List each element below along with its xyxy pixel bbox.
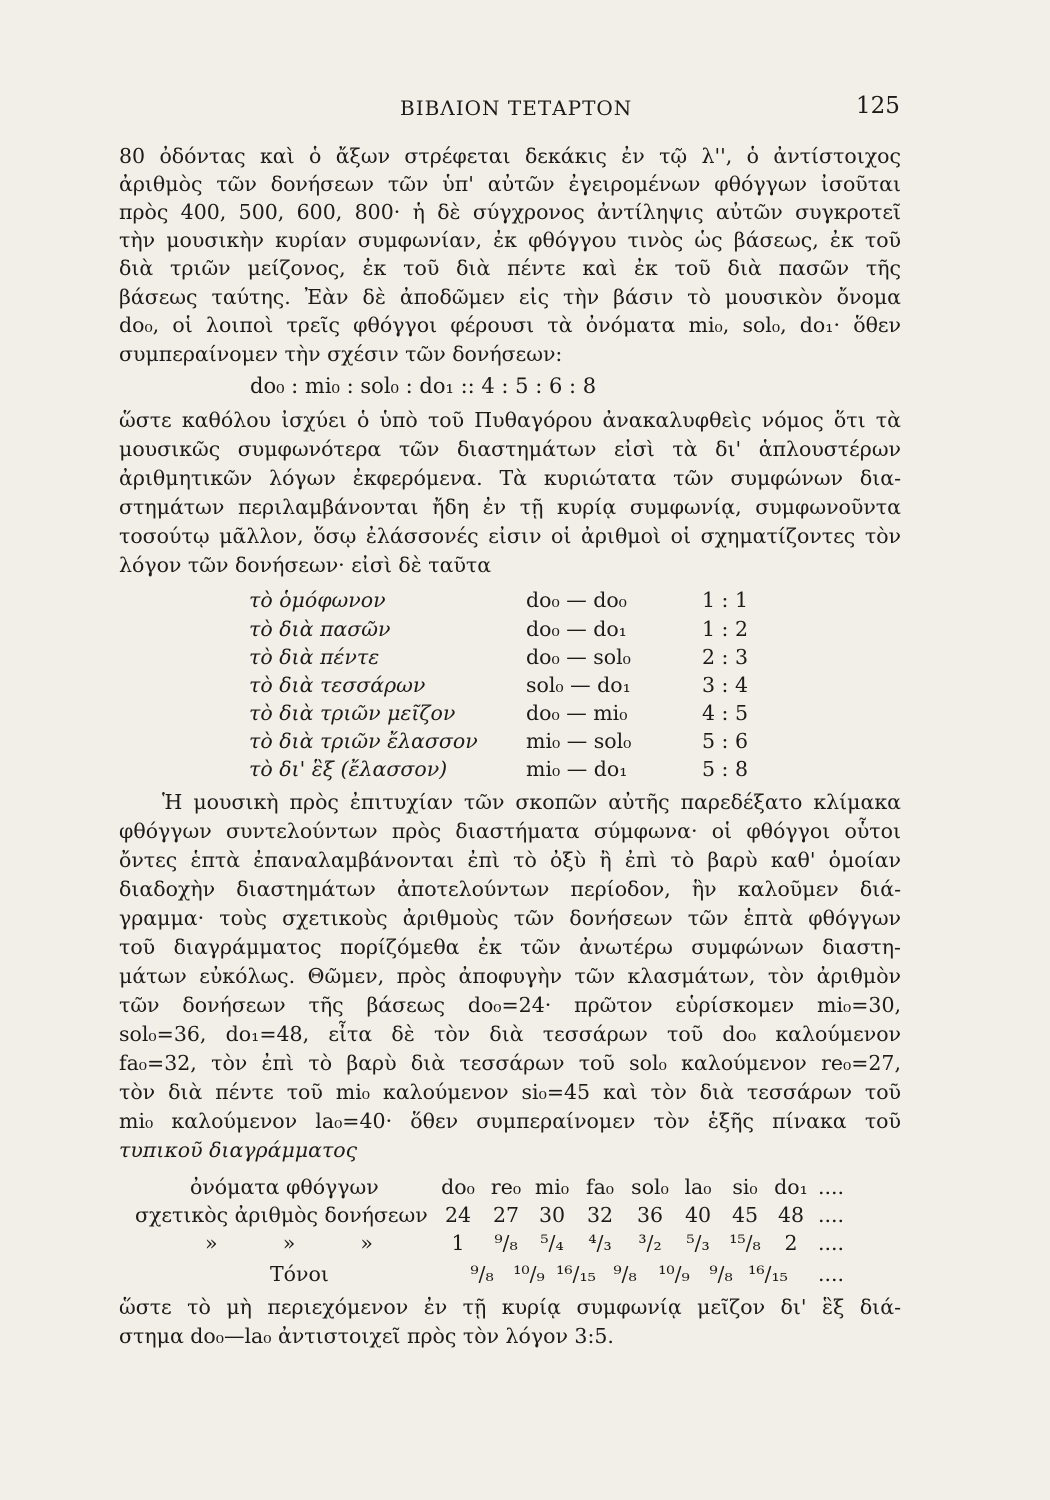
- interval-notes: do₀ — sol₀: [526, 645, 631, 669]
- proportion-formula: do₀ : mi₀ : sol₀ : do₁ :: 4 : 5 : 6 : 8: [250, 374, 597, 398]
- table-cell: re₀: [490, 1175, 522, 1199]
- interval-ratio: 4 : 5: [702, 701, 749, 725]
- page-number: 125: [856, 93, 900, 119]
- text-line: λόγον τῶν δονήσεων· εἰσὶ δὲ ταῦτα: [119, 553, 492, 577]
- interval-notes: mi₀ — do₁: [526, 757, 628, 781]
- table-cell: 40: [684, 1203, 712, 1227]
- table-cell: 45: [731, 1203, 759, 1227]
- row-label: σχετικὸς ἀριθμὸς δονήσεων: [135, 1203, 428, 1227]
- text-line: βάσεως ταύτης. Ἐὰν δὲ ἀποδῶμεν εἰς τὴν βάσιν τὸ μουσικὸν ὄνομα: [119, 285, 901, 309]
- table-cell: 36: [636, 1203, 664, 1227]
- text-line: τὴν μουσικὴν κυρίαν συμφωνίαν, ἐκ φθόγγου τινὸς ὡς βάσεως, ἐκ τοῦ: [119, 228, 901, 252]
- text-line: sol₀=36, do₁=48, εἶτα δὲ τὸν διὰ τεσσάρων τοῦ do₀ καλούμενον: [119, 1022, 901, 1046]
- table-cell: ⁵/₄: [540, 1231, 564, 1255]
- interval-name: τὸ διὰ πέντε: [249, 645, 380, 669]
- interval-notes: do₀ — do₀: [526, 588, 627, 612]
- table-cell: si₀: [732, 1175, 758, 1199]
- text-line: διαδοχὴν διαστημάτων ἀποτελούντων περίοδον, ἣν καλοῦμεν διά-: [119, 877, 901, 901]
- row-label: » » »: [205, 1231, 373, 1255]
- ellipsis: ....: [818, 1262, 845, 1286]
- table-cell: ⁴/₃: [588, 1231, 612, 1255]
- table-cell: mi₀: [534, 1175, 570, 1199]
- text-line: ἀριθμητικῶν λόγων ἐκφερόμενα. Τὰ κυριώτατα τῶν συμφώνων δια-: [119, 466, 901, 490]
- table-cell: ¹⁰/₉: [658, 1262, 690, 1286]
- table-cell: do₀: [441, 1175, 475, 1199]
- text-line: τυπικοῦ διαγράμματος: [119, 1138, 358, 1162]
- table-cell: 2: [784, 1231, 798, 1255]
- running-head: ΒΙΒΛΙΟΝ ΤΕΤΑΡΤΟΝ: [400, 96, 633, 120]
- table-cell: 48: [777, 1203, 805, 1227]
- table-cell: ³/₂: [638, 1231, 662, 1255]
- interval-name: τὸ διὰ τριῶν ἔλασσον: [249, 729, 478, 753]
- text-line: ἀριθμὸς τῶν δονήσεων τῶν ὑπ' αὐτῶν ἐγειρομένων φθόγγων ἰσοῦται: [119, 172, 901, 196]
- ellipsis: ....: [818, 1203, 845, 1227]
- text-line: do₀, οἱ λοιποὶ τρεῖς φθόγγοι φέρουσι τὰ ὀνόματα mi₀, sol₀, do₁· ὅθεν: [119, 313, 901, 337]
- text-line: συμπεραίνομεν τὴν σχέσιν τῶν δονήσεων:: [119, 342, 563, 366]
- text-line: ὄντες ἑπτὰ ἐπαναλαμβάνονται ἐπὶ τὸ ὀξὺ ἢ ἐπὶ τὸ βαρὺ καθ' ὁμοίαν: [119, 848, 901, 872]
- interval-name: τὸ διὰ πασῶν: [249, 617, 391, 641]
- table-cell: do₁: [774, 1175, 808, 1199]
- interval-ratio: 1 : 1: [702, 588, 749, 612]
- table-cell: la₀: [684, 1175, 712, 1199]
- text-line: τὸν διὰ πέντε τοῦ mi₀ καλούμενον si₀=45 καὶ τὸν διὰ τεσσάρων τοῦ: [119, 1080, 901, 1104]
- table-cell: ⁹/₈: [470, 1262, 494, 1286]
- table-cell: 24: [444, 1203, 472, 1227]
- table-cell: ¹⁵/₈: [729, 1231, 761, 1255]
- table-cell: ¹⁰/₉: [513, 1262, 545, 1286]
- interval-name: τὸ δι' ἓξ (ἔλασσον): [249, 757, 448, 781]
- text-line: mi₀ καλούμενον la₀=40· ὅθεν συμπεραίνομεν τὸν ἑξῆς πίνακα τοῦ: [119, 1109, 901, 1133]
- table-cell: ¹⁶/₁₅: [748, 1262, 788, 1286]
- interval-ratio: 5 : 8: [702, 757, 749, 781]
- interval-name: τὸ ὁμόφωνον: [249, 588, 386, 612]
- text-line: Ἡ μουσικὴ πρὸς ἐπιτυχίαν τῶν σκοπῶν αὐτῆς παρεδέξατο κλίμακα: [162, 790, 901, 814]
- interval-name: τὸ διὰ τριῶν μεῖζον: [249, 701, 456, 725]
- text-line: μάτων εὐκόλως. Θῶμεν, πρὸς ἀποφυγὴν τῶν κλασμάτων, τὸν ἀριθμὸν: [119, 964, 901, 988]
- text-line: φθόγγων συντελούντων πρὸς διαστήματα σύμφωνα· οἱ φθόγγοι οὗτοι: [119, 819, 901, 843]
- interval-notes: mi₀ — sol₀: [526, 729, 632, 753]
- text-line: πρὸς 400, 500, 600, 800· ἡ δὲ σύγχρονος ἀντίληψις αὐτῶν συγκροτεῖ: [119, 200, 901, 224]
- table-cell: ⁹/₈: [709, 1262, 733, 1286]
- table-cell: 27: [492, 1203, 520, 1227]
- table-cell: sol₀: [631, 1175, 669, 1199]
- row-label: Τόνοι: [270, 1262, 329, 1286]
- table-cell: 32: [586, 1203, 614, 1227]
- interval-ratio: 3 : 4: [702, 673, 749, 697]
- text-line: τῶν δονήσεων τῆς βάσεως do₀=24· πρῶτον εὑρίσκομεν mi₀=30,: [119, 993, 901, 1017]
- text-line: τοῦ διαγράμματος πορίζόμεθα ἐκ τῶν ἀνωτέρω συμφώνων διαστη-: [119, 935, 901, 959]
- interval-notes: sol₀ — do₁: [526, 673, 631, 697]
- table-cell: ¹⁶/₁₅: [556, 1262, 596, 1286]
- interval-ratio: 1 : 2: [702, 617, 749, 641]
- text-line: ὥστε τὸ μὴ περιεχόμενον ἐν τῇ κυρίᾳ συμφωνίᾳ μεῖζον δι' ἓξ διά-: [119, 1295, 901, 1319]
- interval-notes: do₀ — do₁: [526, 617, 627, 641]
- text-line: μουσικῶς συμφωνότερα τῶν διαστημάτων εἰσὶ τὰ δι' ἁπλουστέρων: [119, 437, 901, 461]
- text-line: στημα do₀—la₀ ἀντιστοιχεῖ πρὸς τὸν λόγον 3:5.: [119, 1324, 614, 1348]
- interval-ratio: 5 : 6: [702, 729, 749, 753]
- table-cell: ⁹/₈: [494, 1231, 518, 1255]
- interval-notes: do₀ — mi₀: [526, 701, 628, 725]
- ellipsis: ....: [818, 1175, 845, 1199]
- interval-name: τὸ διὰ τεσσάρων: [249, 673, 426, 697]
- text-line: 80 ὀδόντας καὶ ὁ ἄξων στρέφεται δεκάκις ἐν τῷ λ'', ὁ ἀντίστοιχος: [119, 144, 901, 168]
- text-line: διὰ τριῶν μείζονος, ἐκ τοῦ διὰ πέντε καὶ ἐκ τοῦ διὰ πασῶν τῆς: [119, 256, 901, 280]
- ellipsis: ....: [818, 1231, 845, 1255]
- table-cell: ⁹/₈: [613, 1262, 637, 1286]
- text-line: γραμμα· τοὺς σχετικοὺς ἀριθμοὺς τῶν δονήσεων τῶν ἑπτὰ φθόγγων: [119, 906, 901, 930]
- table-cell: 1: [451, 1231, 465, 1255]
- row-label: ὀνόματα φθόγγων: [190, 1175, 379, 1199]
- table-cell: ⁵/₃: [686, 1231, 710, 1255]
- table-cell: 30: [538, 1203, 566, 1227]
- interval-ratio: 2 : 3: [702, 645, 749, 669]
- text-line: στημάτων περιλαμβάνονται ἤδη ἐν τῇ κυρίᾳ συμφωνίᾳ, συμφωνοῦντα: [119, 495, 901, 519]
- table-cell: fa₀: [585, 1175, 615, 1199]
- text-line: τοσούτῳ μᾶλλον, ὅσῳ ἐλάσσονές εἰσιν οἱ ἀριθμοὶ οἱ σχηματίζοντες τὸν: [119, 524, 901, 548]
- text-line: ὥστε καθόλου ἰσχύει ὁ ὑπὸ τοῦ Πυθαγόρου ἀνακαλυφθεὶς νόμος ὅτι τὰ: [119, 408, 901, 432]
- text-line: fa₀=32, τὸν ἐπὶ τὸ βαρὺ διὰ τεσσάρων τοῦ sol₀ καλούμενον re₀=27,: [119, 1051, 901, 1075]
